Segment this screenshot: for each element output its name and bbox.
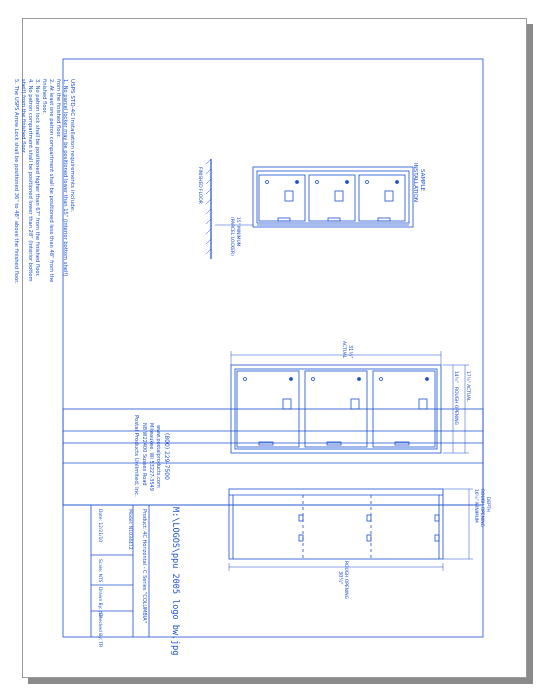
front-width-label: 31½" (347, 345, 353, 359)
company-name: Postal Products Unlimited, Inc. (133, 415, 139, 497)
sample-subtitle: INSTALLATION (412, 163, 418, 202)
front-view (231, 351, 469, 453)
note-line: from the finished floor. (55, 79, 61, 138)
side-width-label: 30¼" (337, 571, 343, 585)
notes-title: USPS STD-4C Installation requirements include: (69, 79, 75, 213)
sample-title: SAMPLE (419, 169, 425, 191)
side-width-sub: ROUGH OPENING (343, 561, 348, 599)
drawing-sheet (13, 18, 527, 678)
company-address-2: Milwaukee, WI 53227-3549 (148, 423, 154, 491)
drawing-border (63, 59, 483, 637)
front-h2-label: 17⅛" ACTUAL (465, 371, 470, 402)
note-line: 5. The USPS Arrow Lock shall be positioned 36" to 48" above the finished floor. (13, 79, 19, 284)
checked-by-field: Checked By: TR (97, 613, 102, 648)
model-field: Model: N1034412 (127, 509, 132, 550)
finished-floor-label: FINISHED FLOOR (197, 167, 202, 204)
product-field: Product: 4C Horizontal - C Series "COLUMBIA" (141, 509, 147, 623)
side-depth-label: 16⅞" MINIMUM (473, 489, 478, 523)
side-depth-sub1: ROUGH OPENING (479, 489, 484, 527)
note-line: 3. No patron lock shall be positioned higher than 67" from the finished floor. (34, 79, 40, 277)
company-address-1: N8 W22400 Sussex Road (141, 423, 147, 486)
company-web: www.postalproducts.com (155, 425, 161, 488)
front-h1-label: 14⅛" (453, 371, 458, 383)
company-block (133, 415, 170, 497)
note-line: 1. No parcel locker may be positioned lower than 15" (interior bottom shelf) (62, 79, 68, 277)
date-field: Date: 12/21/10 (97, 509, 102, 543)
logo-path: M:\LOGOS\ppu 2005 logo bw.jpg (170, 507, 180, 656)
side-depth-sub2: DEPTH (485, 497, 490, 512)
company-phone: (800) 229-7500 (163, 433, 170, 480)
scale-field: Scale: NTS (97, 559, 102, 583)
front-width-sub: ACTUAL (341, 341, 346, 359)
note-line: shelf) from the finished floor. (20, 79, 26, 155)
min-dim-sub: (PARCEL LOCKER) (229, 217, 234, 256)
title-block-border (63, 409, 483, 505)
min-dim-label: 15" MINIMUM (235, 217, 240, 247)
note-line: 2. At least one patron compartment shall be positioned less than 48" from the (48, 79, 54, 283)
sheet-paper (13, 18, 527, 678)
side-view (229, 489, 473, 571)
drawn-by-field: Drawn By: JSH (97, 587, 102, 619)
notes-block (13, 79, 75, 284)
note-line: finished floor. (41, 79, 47, 115)
note-line: 4. No patron compartment shall be positioned lower than 28" (interior bottom (27, 79, 33, 282)
technical-drawing (13, 19, 528, 679)
front-h1-sub: ROUGH OPENING (453, 387, 458, 425)
